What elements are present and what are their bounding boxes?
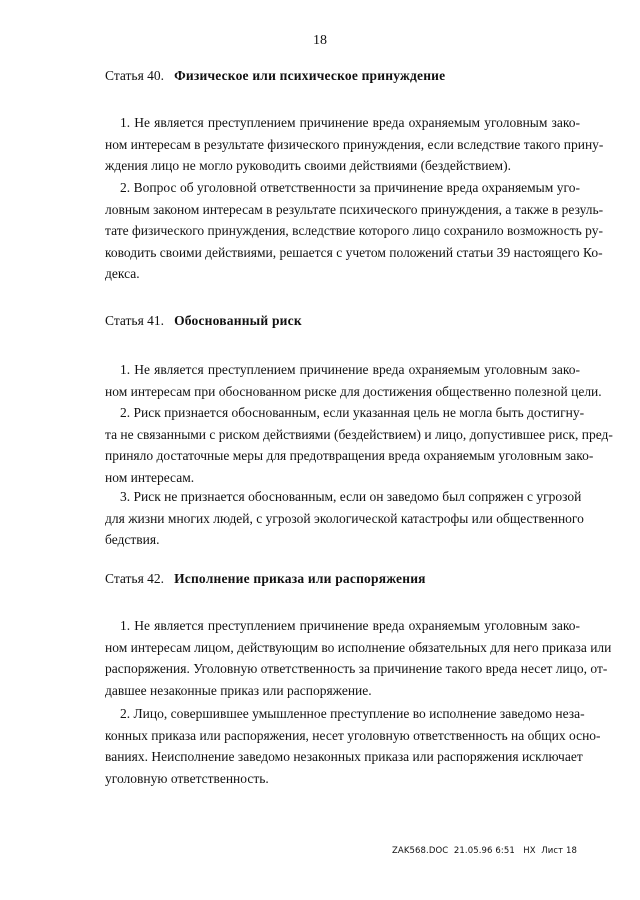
paragraph-line: декса. <box>105 266 140 282</box>
paragraph-line: уголовную ответственность. <box>105 770 269 786</box>
paragraph-line: ловным законом интересам в результате психического принуждения, а также в резуль- <box>105 201 604 217</box>
paragraph-line: ждения лицо не могло руководить своими действиями (бездействием). <box>105 158 511 174</box>
article-number: Статья 40. <box>105 68 165 83</box>
article-number: Статья 41. <box>105 313 165 328</box>
paragraph-line: ном интересам лицом, действующим во исполнение обязательных для него приказа или <box>105 639 612 655</box>
paragraph-line: тате физического принуждения, вследствие которого лицо сохранило возможность ру- <box>105 223 603 239</box>
paragraph-line: ном интересам при обоснованном риске для достижения общественно полезной цели. <box>105 383 602 399</box>
article-number: Статья 42. <box>105 571 165 586</box>
paragraph-line: для жизни многих людей, с угрозой экологической катастрофы или общественного <box>105 510 584 526</box>
paragraph-line: давшее незаконные приказ или распоряжение. <box>105 682 372 698</box>
article-title: Физическое или психическое принуждение <box>174 68 446 83</box>
paragraph-line: приняло достаточные меры для предотвращения вреда охраняемым уголовным зако- <box>105 448 594 464</box>
paragraph-line: 1. Не является преступлением причинение вреда охраняемым уголовным зако- <box>120 115 580 130</box>
paragraph-line: ваниях. Неисполнение заведомо незаконных приказа или распоряжения исключает <box>105 749 583 765</box>
article-title: Исполнение приказа или распоряжения <box>174 571 426 586</box>
paragraph-line: 1. Не является преступлением причинение вреда охраняемым уголовным зако- <box>120 618 580 633</box>
page-number: 18 <box>313 33 327 48</box>
paragraph-line: 3. Риск не признается обоснованным, если он заведомо был сопряжен с угрозой <box>120 489 582 504</box>
article-heading <box>105 571 426 587</box>
article-heading <box>105 68 445 84</box>
paragraph-line: 1. Не является преступлением причинение вреда охраняемым уголовным зако- <box>120 362 580 377</box>
paragraph-line: ном интересам в результате физического принуждения, если вследствие такого прину- <box>105 136 604 152</box>
article-title: Обоснованный риск <box>174 313 302 328</box>
paragraph-line: 2. Риск признается обоснованным, если указанная цель не могла быть достигну- <box>120 405 585 420</box>
paragraph-line: ном интересам. <box>105 469 195 485</box>
paragraph-line: конных приказа или распоряжения, несет уголовную ответственность на общих осно- <box>105 727 601 743</box>
paragraph-line: 2. Лицо, совершившее умышленное преступление во исполнение заведомо неза- <box>120 706 585 721</box>
footer-doc-info: ZAK568.DOC 21.05.96 6:51 НХ Лист 18 <box>392 846 578 856</box>
article-heading <box>105 313 302 329</box>
paragraph-line: та не связанными с риском действиями (бездействием) и лицо, допустившее риск, пред- <box>105 426 613 442</box>
paragraph-line: распоряжения. Уголовную ответственность за причинение такого вреда несет лицо, от- <box>105 661 608 677</box>
paragraph-line: 2. Вопрос об уголовной ответственности за причинение вреда охраняемым уго- <box>120 180 580 195</box>
paragraph-line: бедствия. <box>105 532 160 548</box>
paragraph-line: ководить своими действиями, решается с учетом положений статьи 39 настоящего Ко- <box>105 244 603 260</box>
